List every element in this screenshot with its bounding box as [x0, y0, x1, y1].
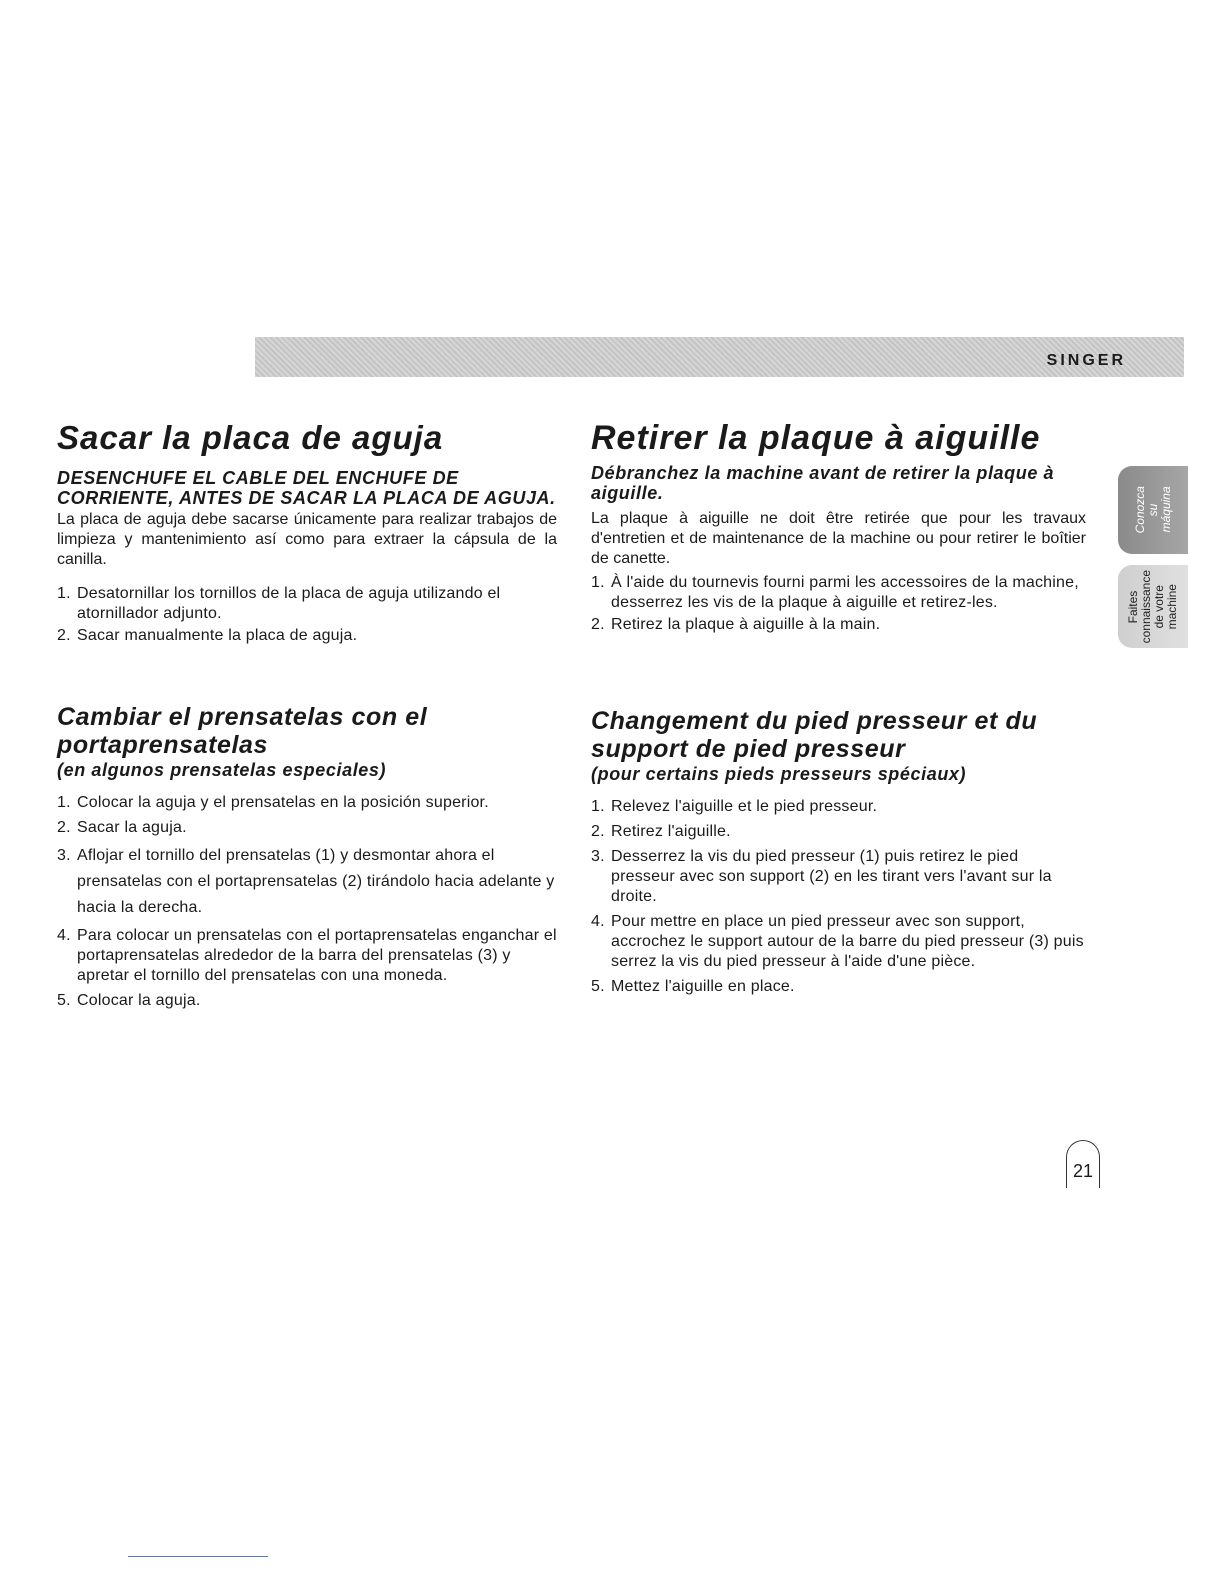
list-item: 2. Sacar la aguja. [57, 819, 187, 836]
list-item: 1. À l'aide du tournevis fourni parmi les accessoires de la machine, desserrez les vis de la plaque à aiguille et retirez-les. [591, 574, 1079, 611]
spanish-column [57, 418, 557, 648]
french-column [591, 418, 1086, 637]
french-warning: Débranchez la machine avant de retirer la plaque à aiguille. [591, 463, 1055, 503]
list-item: 1. Desatornillar los tornillos de la placa de aguja utilizando el atornillador adjunto. [57, 585, 501, 622]
footer-divider [128, 1556, 268, 1557]
list-item: 3. Desserrez la vis du pied presseur (1) puis retirez le pied presseur avec son support (2) en les tirant vers l'avant sur la droite. [591, 848, 1052, 905]
spanish-section2-subtitle: (en algunos prensatelas especiales) [57, 760, 387, 780]
french-steps [591, 573, 1086, 635]
spanish-warning: DESENCHUFE EL CABLE DEL ENCHUFE DE CORRIENTE, ANTES DE SACAR LA PLACA DE AGUJA. [57, 468, 556, 508]
list-item: 2. Retirez l'aiguille. [591, 823, 731, 840]
french-title: Retirer la plaque à aiguille [591, 419, 1041, 457]
side-tab-spanish [1118, 466, 1188, 554]
list-item: 5. Colocar la aguja. [57, 992, 201, 1009]
side-tab-french-label: Faites connaissance de votre machine [1126, 569, 1179, 644]
spanish-section2-steps [57, 793, 557, 1011]
list-item: 2. Sacar manualmente la placa de aguja. [57, 627, 358, 644]
list-item: 4. Para colocar un prensatelas con el portaprensatelas enganchar el portaprensatelas alrededor de la barra del prensatelas (3) y apretar el tornillo del prensatelas con una moneda. [57, 927, 557, 984]
spanish-section2-title: Cambiar el prensatelas con el portaprensatelas [57, 703, 428, 759]
spanish-section2 [57, 703, 557, 1016]
list-item: 3. Aflojar el tornillo del prensatelas (1) y desmontar ahora el prensatelas con el portaprensatelas (2) tirándolo hacia adelante y hacia la derecha. [57, 847, 555, 916]
spanish-body: La placa de aguja debe sacarse únicamente para realizar trabajos de limpieza y mantenimiento así como para extraer la cápsula de la canilla. [57, 511, 557, 568]
french-section2-title: Changement du pied presseur et du support de pied presseur [591, 707, 1038, 763]
side-tab-spanish-label: Conozca su máquina [1132, 486, 1173, 534]
list-item: 1. Relevez l'aiguille et le pied presseur. [591, 798, 878, 815]
brand-logo: SINGER [1046, 352, 1126, 369]
french-section2-subtitle: (pour certains pieds presseurs spéciaux) [591, 764, 967, 784]
list-item: 5. Mettez l'aiguille en place. [591, 978, 795, 995]
list-item: 1. Colocar la aguja y el prensatelas en la posición superior. [57, 794, 489, 811]
french-body: La plaque à aiguille ne doit être retirée que pour les travaux d'entretien et de maintenance de la machine ou pour retirer le boîtier de canette. [591, 510, 1086, 567]
french-section2-steps [591, 797, 1086, 997]
french-section2 [591, 707, 1086, 1002]
spanish-steps [57, 584, 557, 646]
header-bar [255, 337, 1184, 377]
spanish-title: Sacar la placa de aguja [57, 419, 444, 456]
side-tab-french [1118, 565, 1188, 648]
page-number: 21 [1066, 1140, 1100, 1188]
list-item: 2. Retirez la plaque à aiguille à la main. [591, 616, 881, 633]
list-item: 4. Pour mettre en place un pied presseur avec son support, accrochez le support autour de la barre du pied presseur (3) puis serrez la vis du pied presseur à l'aide d'une pièce. [591, 913, 1084, 970]
